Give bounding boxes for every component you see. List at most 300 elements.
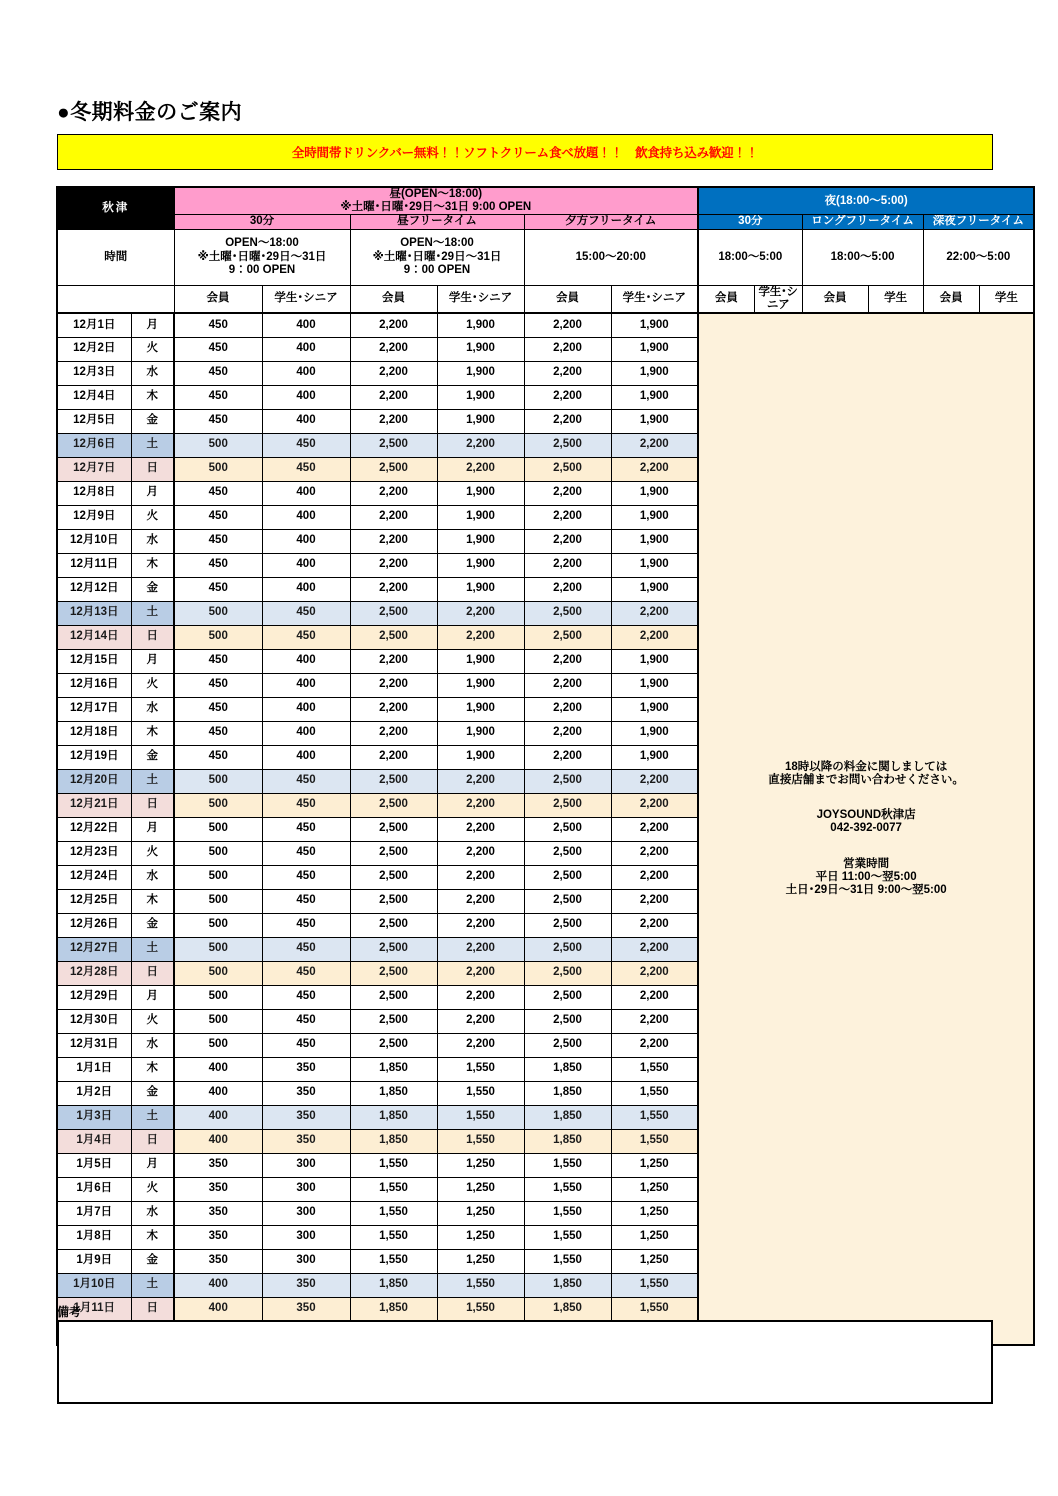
row-price-1: 500 <box>174 937 262 961</box>
night-plan-3-col-1: 会員 <box>923 285 979 313</box>
row-price-2: 350 <box>262 1057 350 1081</box>
row-date: 1月8日 <box>57 1225 131 1249</box>
row-price-6: 1,900 <box>611 553 698 577</box>
row-price-2: 400 <box>262 673 350 697</box>
row-price-6: 1,900 <box>611 409 698 433</box>
row-price-5: 2,500 <box>524 601 611 625</box>
row-price-1: 450 <box>174 337 262 361</box>
row-weekday: 火 <box>131 337 174 361</box>
row-price-2: 450 <box>262 625 350 649</box>
membertype-blank-cell <box>57 285 174 313</box>
row-price-1: 500 <box>174 1009 262 1033</box>
row-price-1: 400 <box>174 1057 262 1081</box>
row-price-5: 2,500 <box>524 985 611 1009</box>
night-plan-1-col-2: 学生･シニア <box>754 285 802 313</box>
row-price-5: 2,500 <box>524 1009 611 1033</box>
row-price-3: 2,200 <box>350 337 437 361</box>
row-date: 12月30日 <box>57 1009 131 1033</box>
row-price-1: 500 <box>174 865 262 889</box>
row-price-6: 2,200 <box>611 457 698 481</box>
row-price-4: 2,200 <box>437 937 524 961</box>
row-price-3: 2,200 <box>350 577 437 601</box>
row-price-3: 2,500 <box>350 1033 437 1057</box>
row-price-6: 1,250 <box>611 1201 698 1225</box>
row-weekday: 金 <box>131 745 174 769</box>
row-price-5: 2,200 <box>524 481 611 505</box>
row-price-2: 300 <box>262 1249 350 1273</box>
row-price-2: 450 <box>262 985 350 1009</box>
row-date: 12月4日 <box>57 385 131 409</box>
row-price-3: 2,500 <box>350 601 437 625</box>
row-date: 12月16日 <box>57 673 131 697</box>
row-price-1: 450 <box>174 673 262 697</box>
row-price-1: 400 <box>174 1297 262 1321</box>
row-price-2: 400 <box>262 577 350 601</box>
row-weekday: 日 <box>131 1129 174 1153</box>
row-price-3: 2,500 <box>350 913 437 937</box>
row-price-6: 1,900 <box>611 697 698 721</box>
store-name-cell: 秋津 <box>57 187 174 229</box>
row-price-3: 2,500 <box>350 793 437 817</box>
day-plan-3-col-1: 会員 <box>524 285 611 313</box>
row-date: 12月14日 <box>57 625 131 649</box>
night-info-panel: 18時以降の料金に関しましては 直接店舗までお問い合わせください。 JOYSOUND秋津店 042-392-0077 営業時間 平日 11:00～翌5:00 土日･29日～31日 9:00～翌5:00 <box>698 313 1034 1345</box>
row-price-2: 400 <box>262 361 350 385</box>
row-price-6: 2,200 <box>611 889 698 913</box>
row-price-6: 2,200 <box>611 1033 698 1057</box>
row-price-3: 2,200 <box>350 409 437 433</box>
row-date: 12月21日 <box>57 793 131 817</box>
row-date: 12月10日 <box>57 529 131 553</box>
row-price-5: 1,850 <box>524 1057 611 1081</box>
row-price-3: 2,500 <box>350 961 437 985</box>
row-price-2: 400 <box>262 481 350 505</box>
row-price-4: 1,550 <box>437 1105 524 1129</box>
row-weekday: 水 <box>131 529 174 553</box>
row-price-6: 1,900 <box>611 505 698 529</box>
row-date: 12月26日 <box>57 913 131 937</box>
row-price-3: 2,500 <box>350 841 437 865</box>
row-price-1: 450 <box>174 577 262 601</box>
row-date: 1月6日 <box>57 1177 131 1201</box>
row-price-2: 400 <box>262 313 350 337</box>
row-price-2: 400 <box>262 721 350 745</box>
row-weekday: 水 <box>131 361 174 385</box>
row-price-4: 1,550 <box>437 1297 524 1321</box>
row-date: 1月4日 <box>57 1129 131 1153</box>
row-price-3: 2,500 <box>350 985 437 1009</box>
row-price-1: 450 <box>174 409 262 433</box>
row-price-2: 350 <box>262 1273 350 1297</box>
row-price-4: 1,900 <box>437 577 524 601</box>
row-price-1: 450 <box>174 745 262 769</box>
row-price-2: 350 <box>262 1105 350 1129</box>
night-section-title: 夜(18:00～5:00) <box>698 187 1034 215</box>
row-weekday: 木 <box>131 889 174 913</box>
row-weekday: 土 <box>131 769 174 793</box>
row-price-2: 450 <box>262 1033 350 1057</box>
row-price-5: 1,850 <box>524 1129 611 1153</box>
row-weekday: 日 <box>131 961 174 985</box>
row-price-1: 350 <box>174 1177 262 1201</box>
row-price-2: 450 <box>262 961 350 985</box>
table-row <box>57 313 1034 337</box>
row-price-3: 2,200 <box>350 481 437 505</box>
day-plan-3-name: 夕方フリータイム <box>524 215 698 229</box>
row-price-2: 300 <box>262 1153 350 1177</box>
row-price-1: 500 <box>174 985 262 1009</box>
night-plan-3-col-2: 学生 <box>979 285 1034 313</box>
row-date: 1月11日 <box>57 1297 131 1321</box>
row-price-2: 400 <box>262 409 350 433</box>
row-price-6: 1,250 <box>611 1177 698 1201</box>
row-price-3: 2,500 <box>350 457 437 481</box>
row-price-1: 450 <box>174 481 262 505</box>
row-price-1: 500 <box>174 961 262 985</box>
row-price-4: 1,900 <box>437 481 524 505</box>
row-price-6: 1,900 <box>611 649 698 673</box>
row-price-6: 1,550 <box>611 1081 698 1105</box>
row-price-4: 1,250 <box>437 1225 524 1249</box>
row-weekday: 日 <box>131 625 174 649</box>
row-price-3: 1,550 <box>350 1249 437 1273</box>
day-plan-3-hours: 15:00～20:00 <box>524 229 698 285</box>
table-header-row-hours <box>57 229 1034 285</box>
row-price-3: 1,550 <box>350 1177 437 1201</box>
row-price-2: 350 <box>262 1129 350 1153</box>
row-price-5: 2,200 <box>524 529 611 553</box>
row-price-3: 1,550 <box>350 1201 437 1225</box>
row-price-5: 2,200 <box>524 649 611 673</box>
row-price-2: 300 <box>262 1201 350 1225</box>
row-price-2: 450 <box>262 817 350 841</box>
row-price-3: 2,200 <box>350 697 437 721</box>
row-price-5: 2,200 <box>524 697 611 721</box>
row-weekday: 月 <box>131 1153 174 1177</box>
row-weekday: 日 <box>131 457 174 481</box>
row-price-5: 2,200 <box>524 553 611 577</box>
row-price-4: 1,550 <box>437 1057 524 1081</box>
row-price-5: 2,500 <box>524 913 611 937</box>
row-price-1: 350 <box>174 1225 262 1249</box>
row-price-3: 2,200 <box>350 385 437 409</box>
row-price-3: 2,200 <box>350 553 437 577</box>
day-plan-2-hours: OPEN～18:00 ※土曜･日曜･29日～31日 9：00 OPEN <box>350 229 524 285</box>
row-weekday: 月 <box>131 313 174 337</box>
row-price-1: 450 <box>174 697 262 721</box>
rate-table <box>56 186 1035 1346</box>
row-price-4: 1,900 <box>437 697 524 721</box>
row-price-1: 450 <box>174 313 262 337</box>
row-price-1: 500 <box>174 913 262 937</box>
row-price-6: 1,900 <box>611 481 698 505</box>
row-price-4: 2,200 <box>437 769 524 793</box>
time-row-label: 時間 <box>57 229 174 285</box>
row-price-5: 1,550 <box>524 1249 611 1273</box>
row-date: 12月8日 <box>57 481 131 505</box>
remarks-box[interactable] <box>57 1320 993 1404</box>
row-price-6: 1,900 <box>611 385 698 409</box>
row-price-5: 2,200 <box>524 337 611 361</box>
row-date: 1月9日 <box>57 1249 131 1273</box>
row-price-6: 1,550 <box>611 1297 698 1321</box>
day-plan-2-name: 昼フリータイム <box>350 215 524 229</box>
table-header-row-section <box>57 187 1034 215</box>
row-date: 12月23日 <box>57 841 131 865</box>
row-price-2: 350 <box>262 1081 350 1105</box>
row-date: 12月18日 <box>57 721 131 745</box>
row-price-5: 2,500 <box>524 841 611 865</box>
row-date: 12月11日 <box>57 553 131 577</box>
row-price-6: 1,900 <box>611 313 698 337</box>
row-price-3: 1,850 <box>350 1105 437 1129</box>
row-price-6: 1,250 <box>611 1153 698 1177</box>
row-price-1: 450 <box>174 721 262 745</box>
day-plan-1-hours: OPEN～18:00 ※土曜･日曜･29日～31日 9：00 OPEN <box>174 229 350 285</box>
row-price-2: 400 <box>262 529 350 553</box>
night-plan-3-hours: 22:00～5:00 <box>923 229 1034 285</box>
night-plan-3-name: 深夜フリータイム <box>923 215 1034 229</box>
row-price-3: 1,850 <box>350 1297 437 1321</box>
row-price-6: 1,900 <box>611 337 698 361</box>
row-weekday: 金 <box>131 913 174 937</box>
row-price-5: 1,850 <box>524 1297 611 1321</box>
row-price-1: 500 <box>174 433 262 457</box>
row-price-1: 450 <box>174 361 262 385</box>
row-price-1: 400 <box>174 1105 262 1129</box>
row-price-2: 400 <box>262 745 350 769</box>
row-price-4: 2,200 <box>437 841 524 865</box>
row-price-1: 450 <box>174 505 262 529</box>
promo-banner-text: 全時間帯ドリンクバー無料！！ソフトクリーム食べ放題！！ 飲食持ち込み歓迎！！ <box>291 146 759 160</box>
row-price-6: 1,550 <box>611 1273 698 1297</box>
day-plan-2-col-2: 学生･シニア <box>437 285 524 313</box>
row-weekday: 火 <box>131 1177 174 1201</box>
row-price-3: 2,500 <box>350 625 437 649</box>
row-weekday: 火 <box>131 841 174 865</box>
row-date: 12月20日 <box>57 769 131 793</box>
row-price-4: 2,200 <box>437 457 524 481</box>
row-date: 12月3日 <box>57 361 131 385</box>
row-price-2: 400 <box>262 505 350 529</box>
row-price-4: 1,900 <box>437 649 524 673</box>
row-price-5: 2,200 <box>524 745 611 769</box>
row-price-6: 2,200 <box>611 769 698 793</box>
row-date: 1月2日 <box>57 1081 131 1105</box>
row-price-5: 2,500 <box>524 433 611 457</box>
row-price-1: 450 <box>174 529 262 553</box>
row-price-6: 1,900 <box>611 673 698 697</box>
row-weekday: 金 <box>131 1081 174 1105</box>
row-price-2: 450 <box>262 889 350 913</box>
row-weekday: 水 <box>131 1201 174 1225</box>
row-price-1: 500 <box>174 769 262 793</box>
row-price-6: 1,250 <box>611 1249 698 1273</box>
row-price-6: 1,900 <box>611 745 698 769</box>
row-price-2: 450 <box>262 841 350 865</box>
row-price-6: 1,900 <box>611 529 698 553</box>
row-price-2: 450 <box>262 793 350 817</box>
row-price-4: 1,900 <box>437 745 524 769</box>
row-date: 12月31日 <box>57 1033 131 1057</box>
row-price-3: 1,550 <box>350 1153 437 1177</box>
night-plan-1-hours: 18:00～5:00 <box>698 229 802 285</box>
row-weekday: 金 <box>131 577 174 601</box>
row-price-1: 500 <box>174 601 262 625</box>
row-price-3: 1,550 <box>350 1225 437 1249</box>
table-header-row-membertypes <box>57 285 1034 313</box>
row-price-6: 1,250 <box>611 1225 698 1249</box>
row-date: 12月5日 <box>57 409 131 433</box>
row-price-6: 1,900 <box>611 721 698 745</box>
row-price-1: 350 <box>174 1201 262 1225</box>
row-date: 12月9日 <box>57 505 131 529</box>
row-price-2: 450 <box>262 601 350 625</box>
row-price-4: 1,250 <box>437 1177 524 1201</box>
row-price-2: 300 <box>262 1225 350 1249</box>
row-price-3: 2,500 <box>350 769 437 793</box>
row-price-5: 1,550 <box>524 1201 611 1225</box>
remarks-label: 備考 <box>57 1305 82 1319</box>
row-date: 1月1日 <box>57 1057 131 1081</box>
row-price-6: 2,200 <box>611 961 698 985</box>
row-weekday: 金 <box>131 409 174 433</box>
row-price-4: 2,200 <box>437 865 524 889</box>
row-price-4: 1,900 <box>437 385 524 409</box>
row-price-3: 2,200 <box>350 745 437 769</box>
row-date: 1月7日 <box>57 1201 131 1225</box>
row-price-3: 1,850 <box>350 1057 437 1081</box>
row-weekday: 土 <box>131 433 174 457</box>
row-weekday: 水 <box>131 865 174 889</box>
night-plan-1-name: 30分 <box>698 215 802 229</box>
row-price-6: 2,200 <box>611 601 698 625</box>
row-price-5: 1,550 <box>524 1225 611 1249</box>
row-date: 1月10日 <box>57 1273 131 1297</box>
row-price-4: 1,900 <box>437 673 524 697</box>
row-price-1: 450 <box>174 385 262 409</box>
row-date: 12月22日 <box>57 817 131 841</box>
row-price-6: 1,550 <box>611 1057 698 1081</box>
row-price-4: 2,200 <box>437 1033 524 1057</box>
row-price-1: 500 <box>174 625 262 649</box>
row-price-4: 2,200 <box>437 793 524 817</box>
row-date: 12月28日 <box>57 961 131 985</box>
row-weekday: 火 <box>131 505 174 529</box>
row-price-5: 2,200 <box>524 313 611 337</box>
row-date: 12月1日 <box>57 313 131 337</box>
day-section-title: 昼(OPEN～18:00) ※土曜･日曜･29日～31日 9:00 OPEN <box>174 187 698 215</box>
row-price-3: 2,500 <box>350 817 437 841</box>
row-price-3: 2,500 <box>350 1009 437 1033</box>
row-price-5: 2,200 <box>524 721 611 745</box>
row-price-5: 2,500 <box>524 865 611 889</box>
row-price-6: 1,550 <box>611 1105 698 1129</box>
row-price-4: 2,200 <box>437 985 524 1009</box>
row-price-6: 2,200 <box>611 817 698 841</box>
row-price-1: 400 <box>174 1273 262 1297</box>
row-price-4: 1,250 <box>437 1153 524 1177</box>
row-price-6: 2,200 <box>611 841 698 865</box>
row-price-3: 2,500 <box>350 865 437 889</box>
row-price-2: 400 <box>262 337 350 361</box>
row-price-4: 1,550 <box>437 1273 524 1297</box>
row-price-2: 400 <box>262 649 350 673</box>
row-price-4: 1,900 <box>437 505 524 529</box>
row-price-2: 450 <box>262 937 350 961</box>
row-date: 12月27日 <box>57 937 131 961</box>
row-price-3: 2,200 <box>350 529 437 553</box>
row-date: 1月5日 <box>57 1153 131 1177</box>
row-date: 12月19日 <box>57 745 131 769</box>
row-price-6: 1,900 <box>611 361 698 385</box>
row-weekday: 月 <box>131 817 174 841</box>
day-plan-1-col-1: 会員 <box>174 285 262 313</box>
row-price-5: 2,500 <box>524 961 611 985</box>
row-price-1: 350 <box>174 1153 262 1177</box>
row-weekday: 水 <box>131 1033 174 1057</box>
row-price-4: 1,900 <box>437 313 524 337</box>
row-price-4: 2,200 <box>437 601 524 625</box>
row-price-5: 1,550 <box>524 1153 611 1177</box>
row-price-5: 1,550 <box>524 1177 611 1201</box>
row-price-4: 2,200 <box>437 889 524 913</box>
row-price-4: 1,900 <box>437 721 524 745</box>
row-price-4: 2,200 <box>437 433 524 457</box>
row-date: 1月3日 <box>57 1105 131 1129</box>
row-weekday: 木 <box>131 385 174 409</box>
row-price-5: 2,500 <box>524 889 611 913</box>
row-price-4: 2,200 <box>437 1009 524 1033</box>
row-price-6: 2,200 <box>611 625 698 649</box>
row-price-1: 350 <box>174 1249 262 1273</box>
row-price-3: 2,200 <box>350 361 437 385</box>
row-price-4: 1,900 <box>437 361 524 385</box>
row-price-3: 2,500 <box>350 937 437 961</box>
row-price-4: 1,250 <box>437 1249 524 1273</box>
row-price-2: 300 <box>262 1177 350 1201</box>
promo-banner <box>57 134 993 170</box>
row-price-3: 2,200 <box>350 505 437 529</box>
day-plan-1-col-2: 学生･シニア <box>262 285 350 313</box>
row-date: 12月24日 <box>57 865 131 889</box>
row-price-5: 1,850 <box>524 1273 611 1297</box>
row-price-5: 1,850 <box>524 1105 611 1129</box>
row-date: 12月6日 <box>57 433 131 457</box>
row-price-4: 1,550 <box>437 1081 524 1105</box>
row-price-5: 2,200 <box>524 361 611 385</box>
row-weekday: 土 <box>131 1273 174 1297</box>
row-price-1: 450 <box>174 649 262 673</box>
row-price-2: 450 <box>262 913 350 937</box>
row-price-5: 1,850 <box>524 1081 611 1105</box>
row-price-2: 450 <box>262 769 350 793</box>
row-price-4: 2,200 <box>437 961 524 985</box>
row-date: 12月2日 <box>57 337 131 361</box>
page-title: ●冬期料金のご案内 <box>57 101 243 124</box>
row-price-6: 2,200 <box>611 1009 698 1033</box>
row-price-1: 500 <box>174 889 262 913</box>
row-price-4: 2,200 <box>437 817 524 841</box>
row-price-5: 2,500 <box>524 817 611 841</box>
row-price-1: 500 <box>174 1033 262 1057</box>
row-price-4: 1,900 <box>437 529 524 553</box>
row-price-3: 2,200 <box>350 649 437 673</box>
row-weekday: 土 <box>131 1105 174 1129</box>
row-price-1: 500 <box>174 817 262 841</box>
row-price-5: 2,500 <box>524 769 611 793</box>
row-date: 12月7日 <box>57 457 131 481</box>
